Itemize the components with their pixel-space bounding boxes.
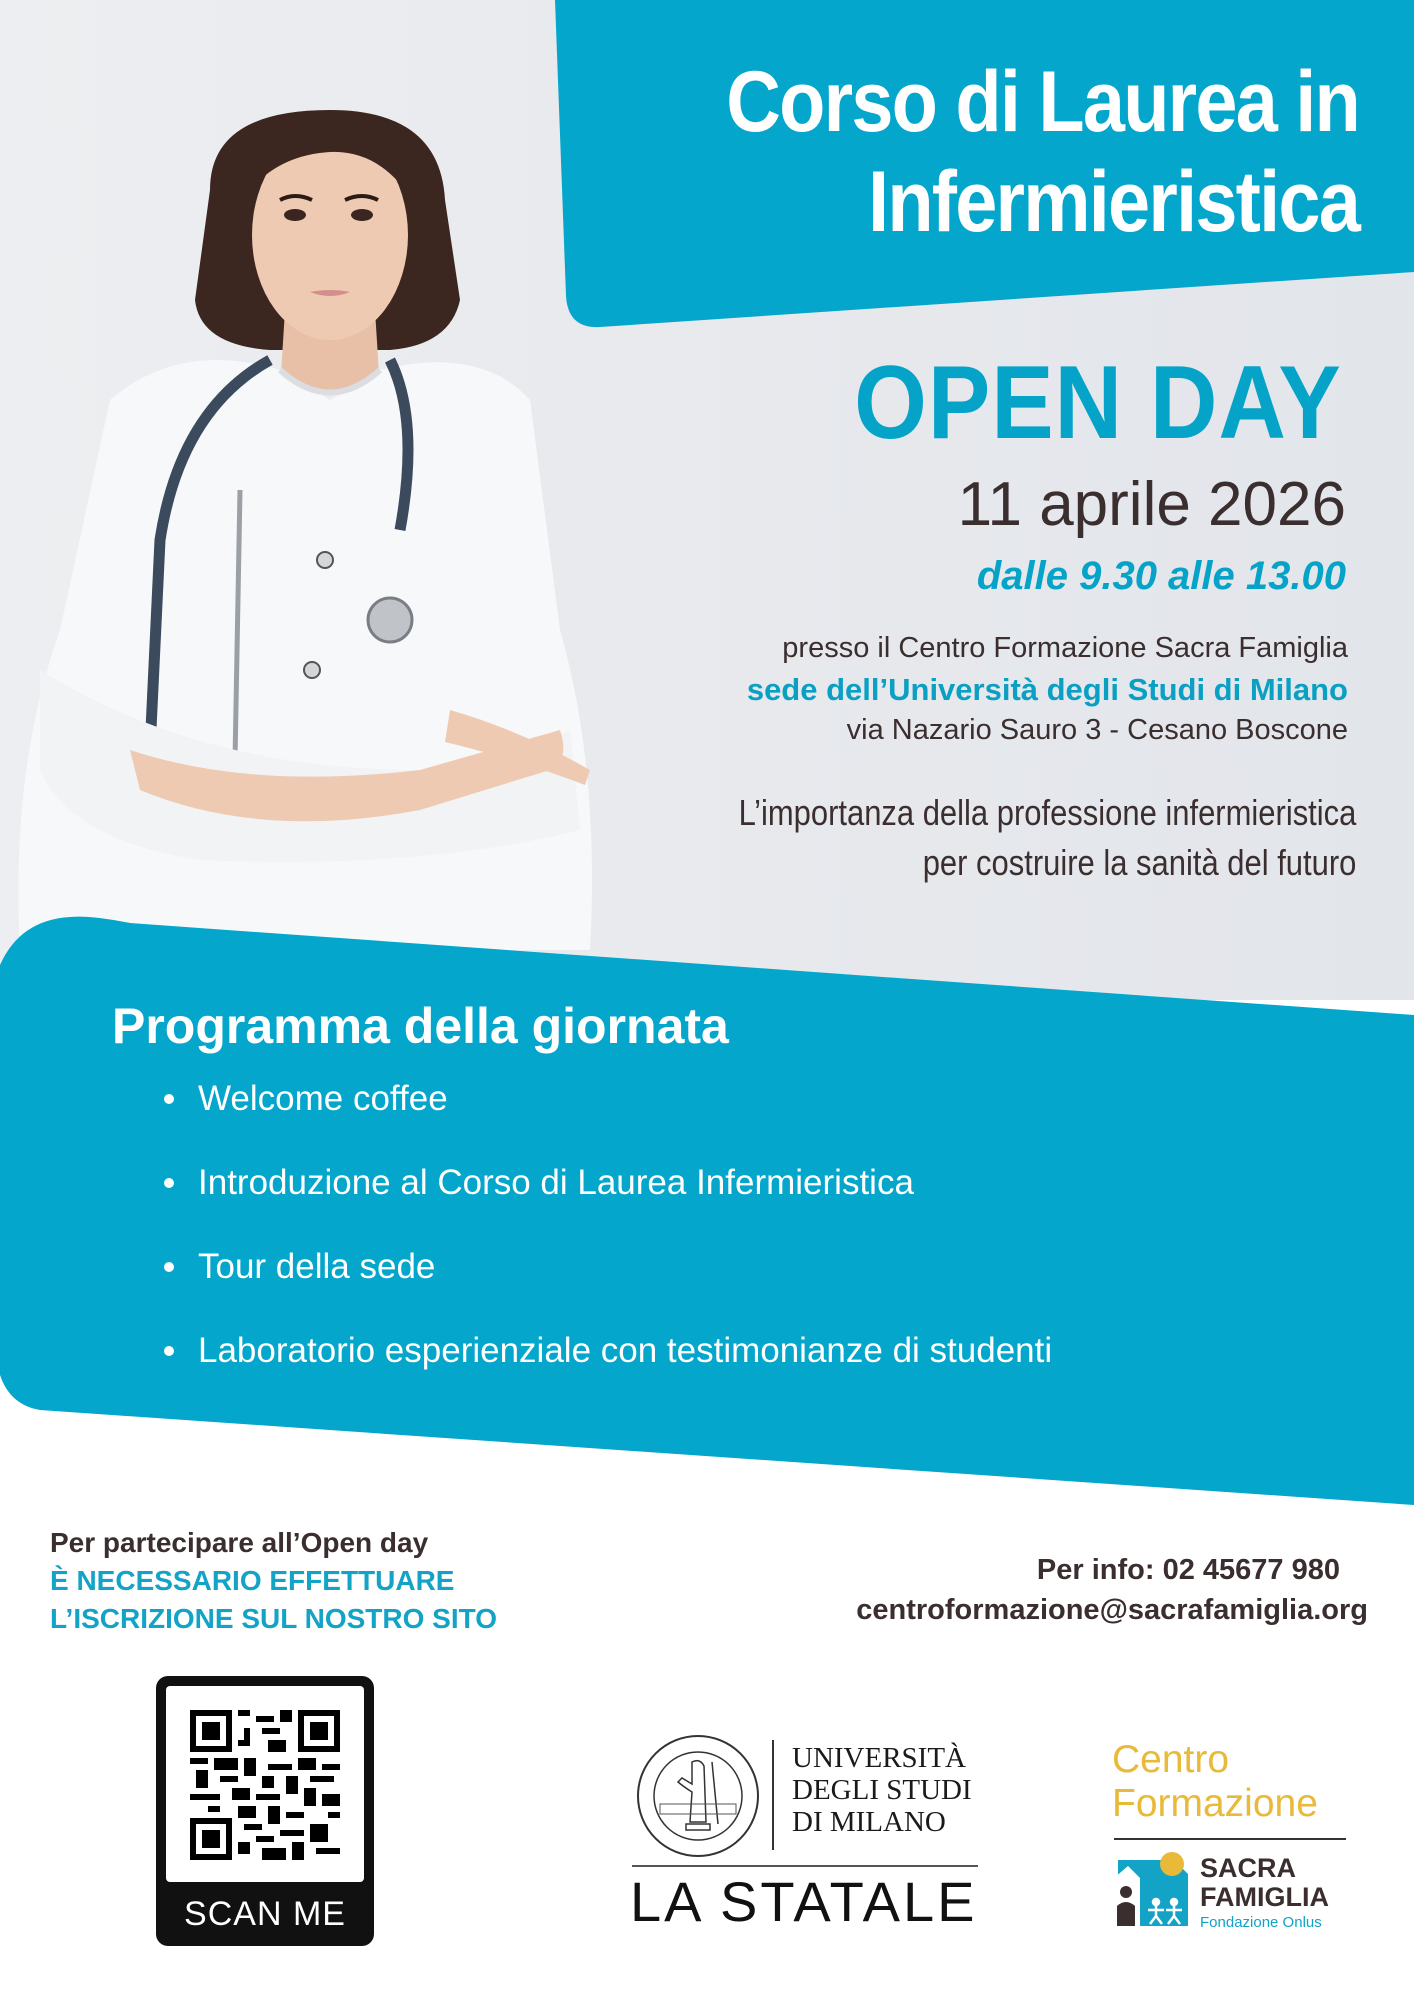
qr-code[interactable] <box>156 1676 374 1946</box>
university-name: UNIVERSITÀ DEGLI STUDI DI MILANO <box>792 1742 972 1838</box>
fondazione-onlus-label: Fondazione Onlus <box>1200 1914 1322 1931</box>
statale-logo <box>630 1732 990 1932</box>
venue-line-1: presso il Centro Formazione Sacra Famiglia <box>782 632 1348 664</box>
signup-line-2: È NECESSARIO EFFETTUARE <box>50 1565 455 1596</box>
bullet-icon <box>164 1262 174 1272</box>
sacra-famiglia-icon <box>1114 1850 1192 1930</box>
qr-icon <box>190 1710 340 1860</box>
tagline-line-1: L’importanza della professione infermieristica <box>738 792 1356 833</box>
university-seal-icon <box>634 1732 762 1860</box>
program-item: Tour della sede <box>160 1246 1052 1330</box>
venue-block <box>747 628 1348 751</box>
program-item: Introduzione al Corso di Laurea Infermieristica <box>160 1162 1052 1246</box>
title-line-1: Corso di Laurea in <box>726 54 1359 150</box>
program-list <box>160 1078 1052 1414</box>
venue-address: via Nazario Sauro 3 - Cesano Boscone <box>846 714 1348 746</box>
bullet-icon <box>164 1178 174 1188</box>
logo-rule <box>632 1865 978 1867</box>
contact-email[interactable]: centroformazione@sacrafamiglia.org <box>856 1594 1368 1626</box>
centro-formazione-logo <box>1108 1738 1358 1938</box>
event-date: 11 aprile 2026 <box>957 470 1346 539</box>
event-time: dalle 9.30 alle 13.00 <box>976 554 1346 598</box>
page-title <box>726 52 1359 252</box>
contact-phone[interactable]: Per info: 02 45677 980 <box>1036 1554 1340 1586</box>
la-statale-wordmark: LA STATALE <box>630 1870 978 1933</box>
sacra-famiglia-name: SACRA FAMIGLIA <box>1200 1853 1329 1912</box>
program-item: Welcome coffee <box>160 1078 1052 1162</box>
title-line-2: Infermieristica <box>868 154 1359 250</box>
bullet-icon <box>164 1094 174 1104</box>
signup-line-1: Per partecipare all’Open day <box>50 1527 429 1558</box>
centro-formazione-title: Centro Formazione <box>1112 1738 1318 1825</box>
program-title: Programma della giornata <box>112 998 729 1054</box>
qr-code-image[interactable] <box>166 1686 364 1882</box>
bullet-icon <box>164 1346 174 1356</box>
signup-line-3: L’ISCRIZIONE SUL NOSTRO SITO <box>50 1603 498 1634</box>
logo-rule <box>1114 1838 1346 1840</box>
venue-line-2: sede dell’Università degli Studi di Milano <box>746 672 1348 707</box>
logo-divider <box>772 1740 774 1850</box>
program-item: Laboratorio esperienziale con testimonianze di studenti <box>160 1330 1052 1414</box>
nurse-photo <box>0 70 620 950</box>
open-day-headline: OPEN DAY <box>854 345 1342 461</box>
tagline <box>738 788 1356 888</box>
contact-info <box>856 1550 1368 1630</box>
tagline-line-2: per costruire la sanità del futuro <box>922 842 1356 883</box>
scan-me-label: SCAN ME <box>184 1895 346 1933</box>
signup-note <box>50 1524 497 1638</box>
